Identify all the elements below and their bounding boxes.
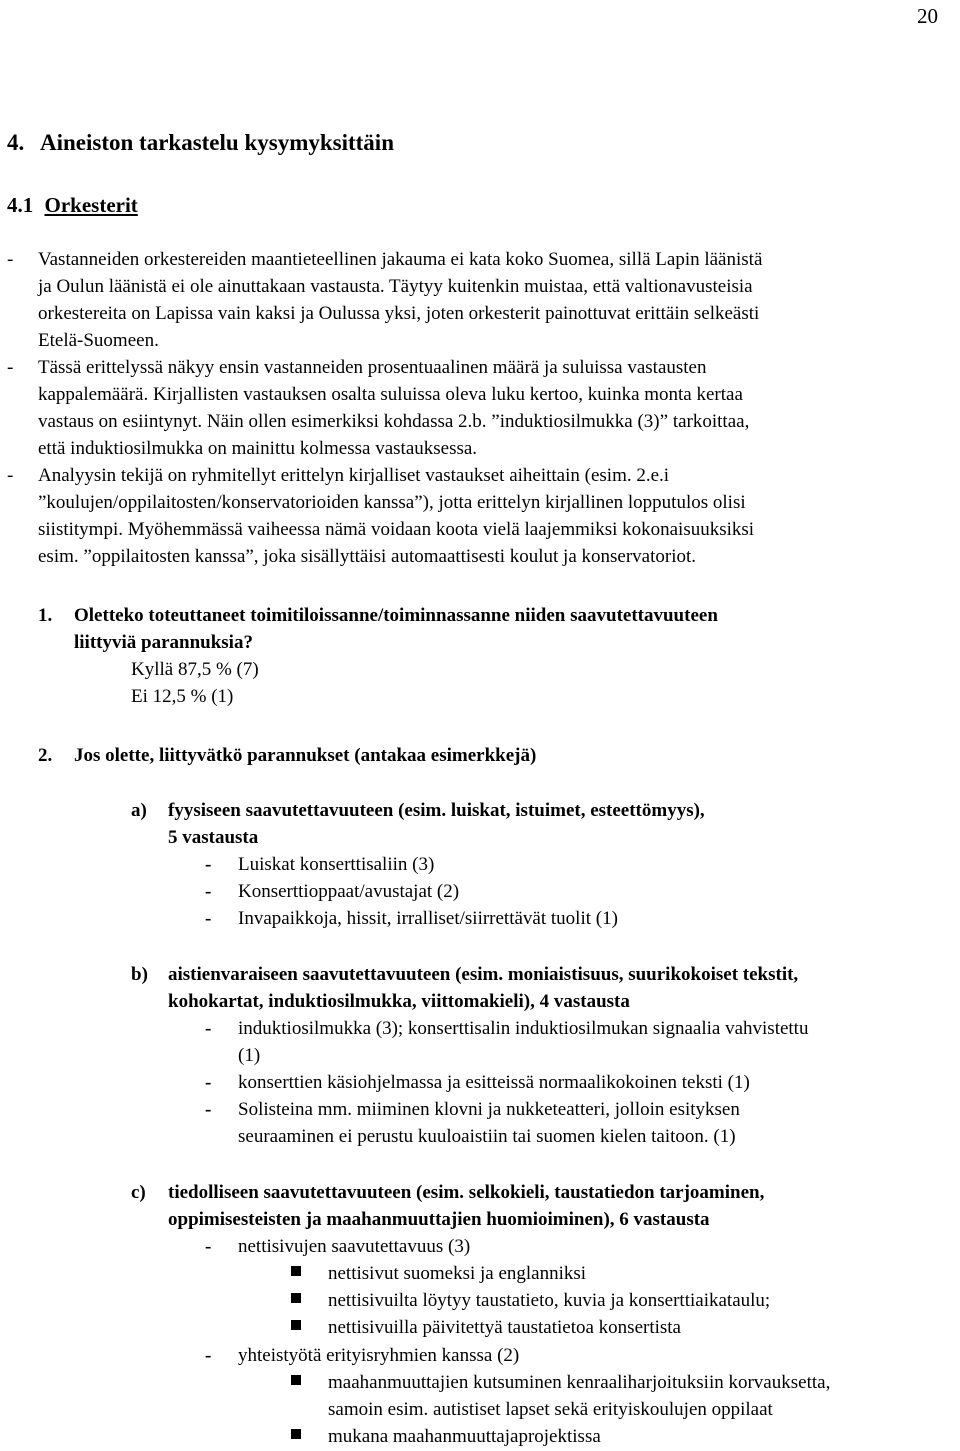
dash-marker: - bbox=[205, 908, 212, 929]
answer-item: Invapaikkoja, hissit, irralliset/siirrettävät tuolit (1) bbox=[238, 908, 618, 929]
answer-item: Luiskat konserttisaliin (3) bbox=[238, 854, 435, 875]
square-bullet-icon bbox=[291, 1266, 301, 1276]
intro-p3-line: esim. ”oppilaitosten kanssa”, joka sisällyttäisi automaattisesti koulut ja konservatoriot. bbox=[38, 546, 697, 567]
section-number: 4.1 bbox=[7, 193, 34, 217]
answer-item: induktiosilmukka (3); konserttisalin induktiosilmukan signaalia vahvistettu bbox=[238, 1018, 809, 1039]
square-bullet-icon bbox=[291, 1293, 301, 1303]
answer-no: Ei 12,5 % (1) bbox=[131, 686, 234, 707]
answer-item: (1) bbox=[238, 1045, 261, 1066]
sub-answer-item: nettisivuilta löytyy taustatieto, kuvia ja konserttiaikataulu; bbox=[328, 1290, 771, 1311]
intro-p2-line: Tässä erittelyssä näkyy ensin vastanneiden prosentuaalinen määrä ja suluissa vastausten bbox=[38, 357, 707, 378]
answer-yes: Kyllä 87,5 % (7) bbox=[131, 659, 259, 680]
square-bullet-icon bbox=[291, 1320, 301, 1330]
intro-p3-line: Analyysin tekijä on ryhmitellyt erittelyn kirjalliset vastaukset aiheittain (esim. 2.e.i bbox=[38, 465, 670, 486]
dash-marker: - bbox=[205, 1072, 212, 1093]
dash-marker: - bbox=[7, 465, 14, 486]
square-bullet-icon bbox=[291, 1429, 301, 1439]
question-1-number: 1. bbox=[38, 605, 53, 626]
dash-marker: - bbox=[205, 1018, 212, 1039]
sub-question-b-label: b) bbox=[131, 964, 148, 985]
sub-question-c-text: oppimisesteisten ja maahanmuuttajien huomioiminen), 6 vastausta bbox=[168, 1209, 710, 1230]
dash-marker: - bbox=[7, 249, 14, 270]
intro-p2-line: vastaus on esiintynyt. Näin ollen esimerkiksi kohdassa 2.b. ”induktiosilmukka (3)” tarkoittaa, bbox=[38, 411, 750, 432]
dash-marker: - bbox=[205, 854, 212, 875]
question-2-number: 2. bbox=[38, 745, 53, 766]
intro-p1-line: ja Oulun läänistä ei ole ainuttakaan vastausta. Täytyy kuitenkin muistaa, että valtionavusteisia bbox=[38, 276, 753, 297]
sub-question-b-text: kohokartat, induktiosilmukka, viittomakieli), 4 vastausta bbox=[168, 991, 630, 1012]
answer-item: Konserttioppaat/avustajat (2) bbox=[238, 881, 460, 902]
answer-item: konserttien käsiohjelmassa ja esitteissä normaalikokoinen teksti (1) bbox=[238, 1072, 750, 1093]
dash-marker: - bbox=[7, 357, 14, 378]
chapter-number: 4. bbox=[7, 130, 25, 155]
sub-question-c-text: tiedolliseen saavutettavuuteen (esim. selkokieli, taustatiedon tarjoaminen, bbox=[168, 1182, 765, 1203]
sub-answer-item: maahanmuuttajien kutsuminen kenraaliharjoituksiin korvauksetta, bbox=[328, 1372, 831, 1393]
chapter-title: Aineiston tarkastelu kysymyksittäin bbox=[40, 130, 394, 155]
section-heading bbox=[7, 191, 138, 219]
answer-item: Solisteina mm. miiminen klovni ja nukketeatteri, jolloin esityksen bbox=[238, 1099, 740, 1120]
sub-answer-item: nettisivuilla päivitettyä taustatietoa konsertista bbox=[328, 1317, 681, 1338]
question-2-title: Jos olette, liittyvätkö parannukset (antakaa esimerkkejä) bbox=[74, 745, 537, 766]
sub-answer-item: samoin esim. autistiset lapset sekä erityiskoulujen oppilaat bbox=[328, 1399, 773, 1420]
sub-answer-item: nettisivut suomeksi ja englanniksi bbox=[328, 1263, 587, 1284]
intro-p1-line: Vastanneiden orkestereiden maantieteellinen jakauma ei kata koko Suomea, sillä Lapin läänistä bbox=[38, 249, 763, 270]
dash-marker: - bbox=[205, 1099, 212, 1120]
page-number: 20 bbox=[917, 4, 938, 28]
section-title: Orkesterit bbox=[44, 193, 138, 217]
intro-p2-line: että induktiosilmukka on mainittu kolmessa vastauksessa. bbox=[38, 438, 478, 459]
answer-item: seuraaminen ei perustu kuuloaistiin tai suomen kielen taitoon. (1) bbox=[238, 1126, 736, 1147]
square-bullet-icon bbox=[291, 1375, 301, 1385]
sub-answer-item: mukana maahanmuuttajaprojektissa bbox=[328, 1426, 601, 1447]
intro-p3-line: ”koulujen/oppilaitosten/konservatorioiden kanssa”), jotta erittelyn kirjallinen lopputulos olisi bbox=[38, 492, 746, 513]
question-1-text: Oletteko toteuttaneet toimitiloissanne/toiminnassanne niiden saavutettavuuteen bbox=[74, 605, 718, 626]
intro-p3-line: siistitympi. Myöhemmässä vaiheessa nämä voidaan koota vielä laajemmiksi kokonaisuuksiksi bbox=[38, 519, 755, 540]
sub-question-a-label: a) bbox=[131, 800, 147, 821]
chapter-heading bbox=[7, 128, 394, 158]
dash-marker: - bbox=[205, 881, 212, 902]
sub-question-c-label: c) bbox=[131, 1182, 146, 1203]
sub-question-a-text: 5 vastausta bbox=[168, 827, 259, 848]
intro-p1-line: orkestereita on Lapissa vain kaksi ja Oulussa yksi, joten orkesterit painottuvat erittäin selkeästi bbox=[38, 303, 760, 324]
question-1-text: liittyviä parannuksia? bbox=[74, 632, 253, 653]
sub-question-b-text: aistienvaraiseen saavutettavuuteen (esim. moniaistisuus, suurikokoiset tekstit, bbox=[168, 964, 799, 985]
answer-item: yhteistyötä erityisryhmien kanssa (2) bbox=[238, 1345, 520, 1366]
intro-p2-line: kappalemäärä. Kirjallisten vastauksen osalta suluissa oleva luku kertoo, kuinka monta kertaa bbox=[38, 384, 743, 405]
intro-p1-line: Etelä-Suomeen. bbox=[38, 330, 159, 351]
dash-marker: - bbox=[205, 1236, 212, 1257]
answer-item: nettisivujen saavutettavuus (3) bbox=[238, 1236, 471, 1257]
sub-question-a-text: fyysiseen saavutettavuuteen (esim. luiskat, istuimet, esteettömyys), bbox=[168, 800, 705, 821]
dash-marker: - bbox=[205, 1345, 212, 1366]
